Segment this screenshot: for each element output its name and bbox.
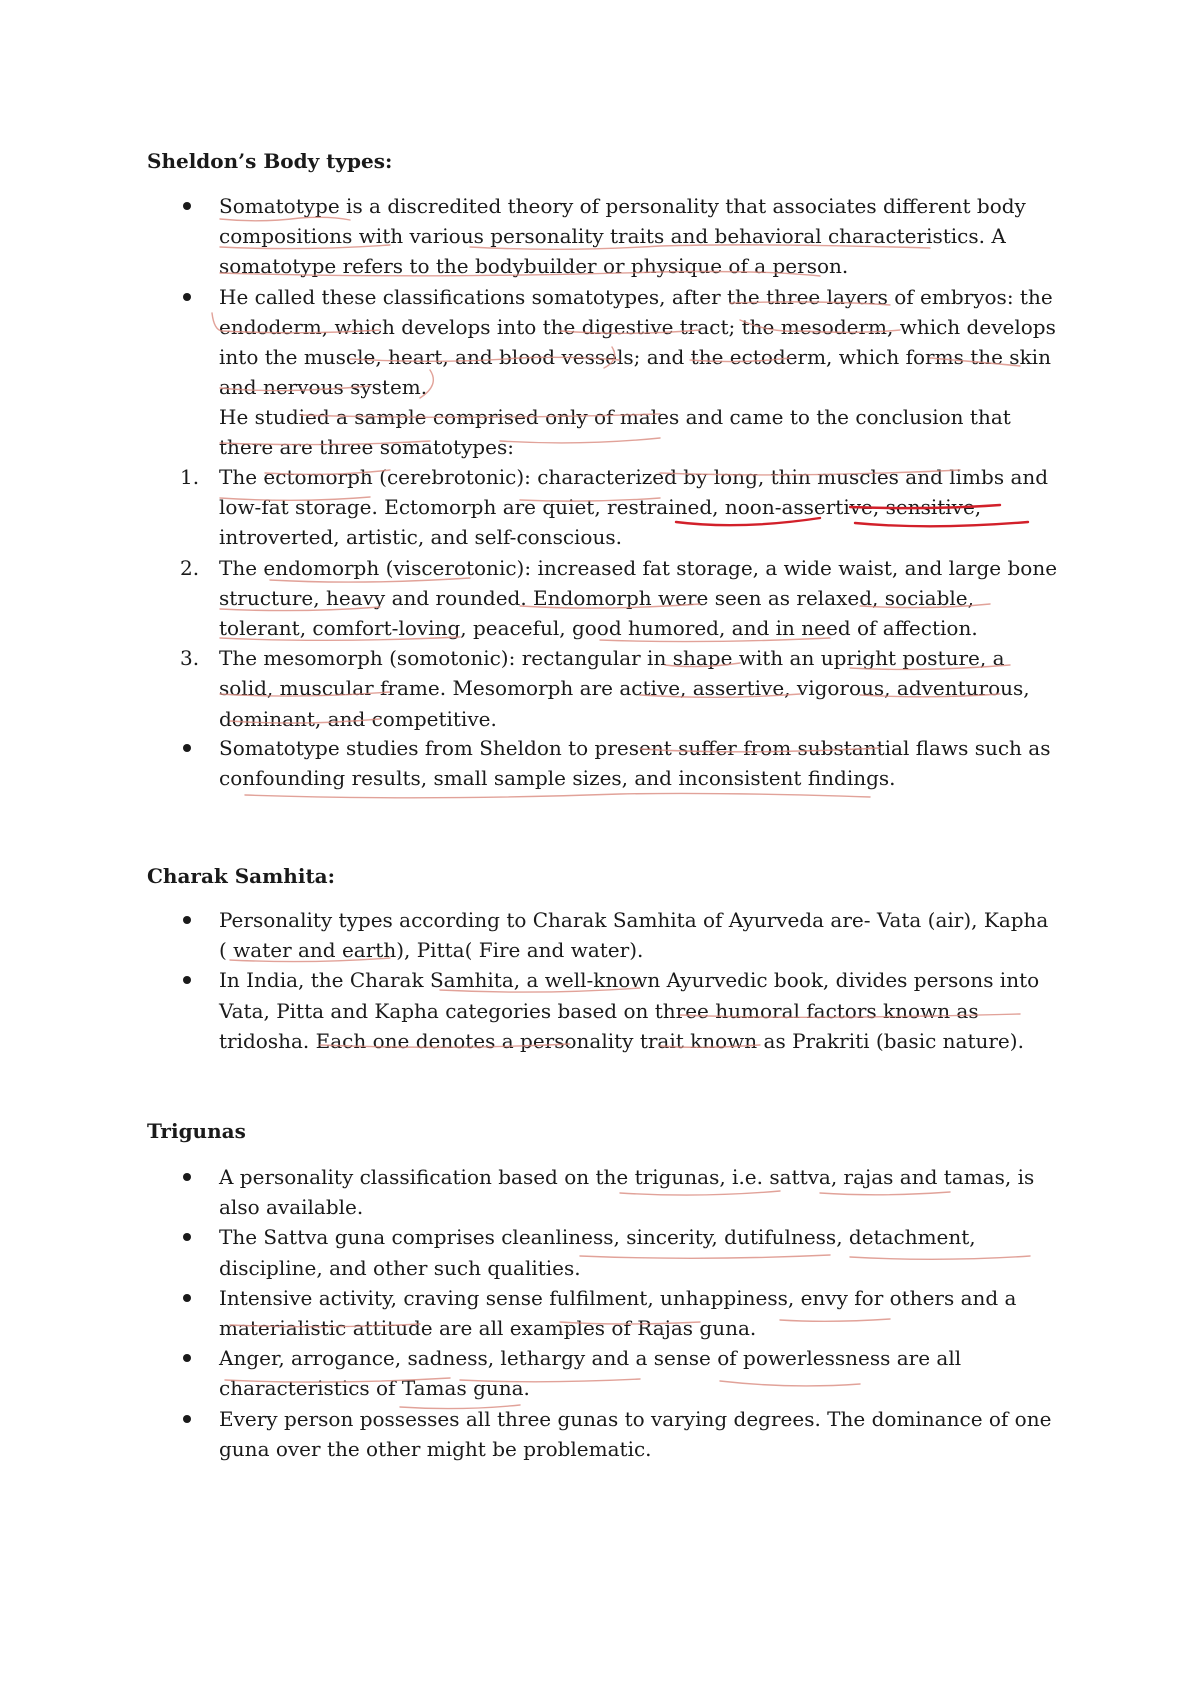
bullet-dot-icon: [183, 1294, 191, 1302]
numbered-item-text: The mesomorph (somotonic): rectangular in shape with an upright posture, a solid, muscular frame. Mesomorph are active, assertive, vigorous, adventurous, dominant, and competitive.: [219, 646, 1030, 731]
bullet-dot-icon: [183, 202, 191, 210]
annotation-underline: [245, 793, 870, 797]
list-item: [0, 733, 1200, 793]
list-item: [0, 905, 1200, 965]
list-item-text: A personality classification based on the trigunas, i.e. sattva, rajas and tamas, is also available.: [219, 1165, 1035, 1220]
section-heading-sheldon: Sheldon’s Body types:: [147, 149, 393, 173]
bullet-dot-icon: [183, 293, 191, 301]
list-item: [0, 1222, 1200, 1282]
list-item: [0, 1283, 1200, 1343]
list-item-text: In India, the Charak Samhita, a well-known Ayurvedic book, divides persons into Vata, Pitta and Kapha categories based on three humoral factors known as tridosha. Each one denotes a personality trait known as Prakriti (basic nature).: [219, 968, 1040, 1053]
list-item: [0, 282, 1200, 403]
numbered-item: [0, 462, 1200, 553]
charak-bullet-list: [0, 905, 1200, 1056]
numbered-item-text: The ectomorph (cerebrotonic): characterized by long, thin muscles and limbs and low-fat storage. Ectomorph are quiet, restrained, noon-assertive, sensitive, introverted, artistic, and self-conscious.: [219, 465, 1049, 550]
list-item: [0, 1343, 1200, 1403]
sheldon-continuation: [0, 402, 1200, 462]
bullet-dot-icon: [183, 1354, 191, 1362]
item-number: 3.: [180, 646, 200, 671]
item-number: 2.: [180, 555, 200, 580]
numbered-item: [0, 553, 1200, 644]
bullet-dot-icon: [183, 1233, 191, 1241]
list-item: [0, 1162, 1200, 1222]
bullet-dot-icon: [183, 1173, 191, 1181]
trigunas-bullet-list: [0, 1162, 1200, 1464]
list-item-text: Somatotype is a discredited theory of personality that associates different body compositions with various personality traits and behavioral characteristics. A somatotype refers to the bodybuilder or physique of a person.: [219, 194, 1026, 279]
list-item-text: Every person possesses all three gunas to varying degrees. The dominance of one guna over the other might be problematic.: [219, 1406, 1052, 1461]
continuation-text: He studied a sample comprised only of males and came to the conclusion that there are three somatotypes:: [219, 405, 1011, 460]
bullet-dot-icon: [183, 1415, 191, 1423]
list-item-text: He called these classifications somatotypes, after the three layers of embryos: the endoderm, which develops into the digestive tract; the mesoderm, which develops into the muscle, heart, and blood vessels; and the ectoderm, which forms the skin and nervous system.: [219, 284, 1056, 400]
numbered-item: [0, 643, 1200, 734]
sheldon-bullet-list: [0, 191, 1200, 402]
list-item-text: Somatotype studies from Sheldon to present suffer from substantial flaws such as confounding results, small sample sizes, and inconsistent findings.: [219, 736, 1051, 791]
somatotype-numbered-list: [0, 462, 1200, 734]
list-item: [0, 965, 1200, 1056]
bullet-dot-icon: [183, 916, 191, 924]
list-item-text: Personality types according to Charak Samhita of Ayurveda are- Vata (air), Kapha ( water and earth), Pitta( Fire and water).: [219, 908, 1049, 963]
item-number: 1.: [180, 465, 200, 489]
bullet-dot-icon: [183, 744, 191, 752]
bullet-dot-icon: [183, 976, 191, 984]
list-item-text: Intensive activity, craving sense fulfilment, unhappiness, envy for others and a materialistic attitude are all examples of Rajas guna.: [219, 1285, 1017, 1341]
list-item: [0, 191, 1200, 282]
list-item-text: The Sattva guna comprises cleanliness, sincerity, dutifulness, detachment, discipline, and other such qualities.: [219, 1225, 976, 1280]
section-heading-charak: Charak Samhita:: [147, 864, 336, 888]
numbered-item-text: The endomorph (viscerotonic): increased fat storage, a wide waist, and large bone structure, heavy and rounded. Endomorph were seen as relaxed, sociable, tolerant, comfort-loving, peaceful, good humored, and in need of affection.: [219, 555, 1058, 641]
list-item: [0, 1404, 1200, 1464]
list-item-text: Anger, arrogance, sadness, lethargy and a sense of powerlessness are all characteristics of Tamas guna.: [219, 1346, 962, 1401]
sheldon-final-list: [0, 733, 1200, 793]
section-heading-trigunas: Trigunas: [147, 1119, 246, 1143]
